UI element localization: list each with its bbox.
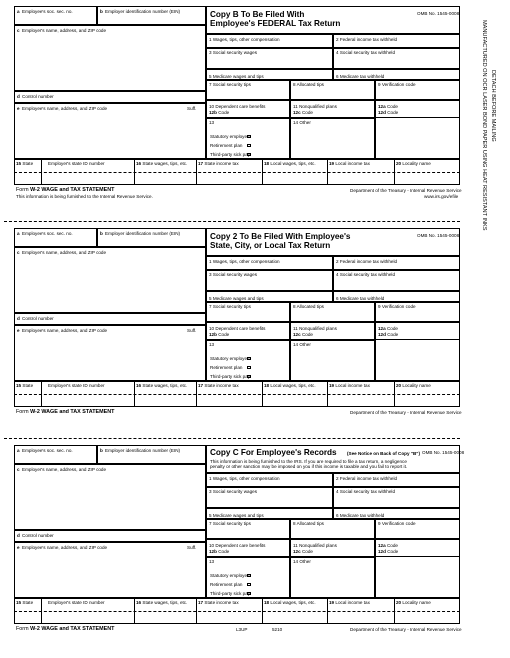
label-state: State	[22, 600, 34, 605]
label-fedtax: Federal income tax withheld	[339, 476, 398, 481]
label-wages: Wages, tips, other compensation	[212, 259, 280, 264]
label-d: d	[17, 94, 20, 99]
label-localtax: Local income tax	[335, 383, 370, 388]
label-medwages: Medicare wages and tips	[212, 513, 264, 518]
box-7-sstips[interactable]	[206, 519, 290, 539]
label-5: 5	[209, 74, 212, 79]
box-5-medwages[interactable]	[206, 291, 333, 302]
label-11: 11	[293, 326, 298, 331]
label-localwages: Local wages, tips, etc.	[270, 161, 316, 166]
box-10-depcare[interactable]	[206, 100, 290, 118]
state-row-dashed-line	[14, 611, 460, 612]
ein-box[interactable]	[97, 445, 206, 464]
label-10: 10	[209, 326, 215, 331]
label-control: Control number	[22, 94, 54, 99]
employer-box[interactable]	[14, 25, 206, 91]
label-control: Control number	[22, 316, 54, 321]
box-13	[206, 118, 290, 159]
label-code: Code	[386, 326, 398, 331]
label-code: Code	[387, 110, 399, 115]
box-8-alloc[interactable]	[290, 302, 375, 322]
label-statutory: Statutory employee	[210, 356, 250, 361]
label-suff: Suff.	[187, 545, 197, 550]
label-20: 20	[396, 161, 402, 166]
label-stateid: Employer's state ID number	[48, 161, 105, 166]
label-12d: 12d	[378, 549, 386, 554]
label-fedtax: Federal income tax withheld	[339, 37, 398, 42]
control-box[interactable]	[14, 530, 206, 542]
label-20: 20	[396, 383, 402, 388]
label-3: 3	[209, 272, 212, 277]
copy-title-note: (See Notice on Back of Copy "B")	[347, 451, 421, 456]
label-3: 3	[209, 50, 212, 55]
label-medtax: Medicare tax withheld	[339, 513, 385, 518]
label-a: a	[17, 231, 20, 236]
label-7: 7	[209, 521, 212, 526]
box-7-sstips[interactable]	[206, 80, 290, 100]
label-code: Code	[387, 332, 399, 337]
label-employee: Employee's name, address, and ZIP code	[22, 106, 108, 111]
label-sstax: Social security tax withheld	[339, 50, 395, 55]
label-8: 8	[293, 82, 296, 87]
label-12c: 12c	[293, 110, 301, 115]
box-2-fedtax[interactable]	[333, 34, 460, 48]
label-medwages: Medicare wages and tips	[212, 74, 264, 79]
label-verif: Verification code	[381, 82, 416, 87]
label-18: 18	[264, 600, 270, 605]
footer-dept: Department of the Treasury - Internal Revenue Service	[350, 188, 462, 193]
label-code: Code	[218, 332, 230, 337]
label-12a: 12a	[378, 326, 386, 331]
form-name: W-2 WAGE and TAX STATEMENT	[30, 187, 115, 193]
box-4-sstax[interactable]	[333, 270, 460, 291]
copy-title-2: State, City, or Local Tax Return	[210, 241, 331, 250]
label-12b: 12b	[209, 549, 217, 554]
label-other: Other	[299, 559, 311, 564]
label-14: 14	[293, 559, 299, 564]
label-nonqual: Nonqualified plans	[299, 543, 337, 548]
copy-title-1: Copy C For Employee's Records	[210, 448, 337, 457]
copy-title-1: Copy B To Be Filed With	[210, 10, 305, 19]
label-code: Code	[218, 110, 230, 115]
box-10-depcare[interactable]	[206, 539, 290, 557]
employer-box[interactable]	[14, 464, 206, 530]
label-employer: Employer's name, address, and ZIP code	[22, 467, 107, 472]
side-text-detach: DETACH BEFORE MAILING	[490, 70, 496, 142]
label-6: 6	[336, 296, 339, 301]
label-2: 2	[336, 37, 339, 42]
box-4-sstax[interactable]	[333, 48, 460, 69]
control-box[interactable]	[14, 91, 206, 103]
label-12c: 12c	[293, 332, 301, 337]
box-11-nonqual[interactable]	[290, 322, 375, 340]
label-19: 19	[329, 161, 335, 166]
label-6: 6	[336, 513, 339, 518]
label-e: e	[17, 106, 20, 111]
statutory-checkbox[interactable]	[247, 357, 251, 360]
employee-box[interactable]	[14, 325, 206, 381]
label-alloc: Allocated tips	[296, 82, 324, 87]
label-b: b	[100, 231, 103, 236]
box-12-extra	[375, 340, 460, 381]
label-code: Code	[386, 104, 398, 109]
label-depcare: Dependent care benefits	[215, 326, 266, 331]
copy-note-line-2: penalty or other sanction may be imposed on you if this income is taxable and you fail to report it.	[210, 464, 408, 469]
label-state: State	[22, 161, 34, 166]
box-9-verif[interactable]	[375, 302, 460, 322]
label-medtax: Medicare tax withheld	[339, 74, 385, 79]
footer-url: www.irs.gov/efile	[424, 194, 459, 199]
statutory-checkbox[interactable]	[247, 574, 251, 577]
label-sswages: Social security wages	[212, 272, 258, 277]
box-3-sswages[interactable]	[206, 270, 333, 291]
label-13: 13	[209, 559, 215, 564]
box-1-wages[interactable]	[206, 34, 333, 48]
form-name: W-2 WAGE and TAX STATEMENT	[30, 409, 115, 415]
label-code: Code	[387, 549, 399, 554]
omb-number: OMB No. 1545-0008	[417, 11, 460, 16]
label-sstips: Social security tips	[212, 521, 251, 526]
label-15: 15	[16, 383, 22, 388]
box-2-fedtax[interactable]	[333, 256, 460, 270]
label-19: 19	[329, 600, 335, 605]
sickpay-checkbox[interactable]	[247, 153, 251, 156]
title-box	[206, 6, 460, 34]
label-sickpay: Third-party sick pay	[210, 374, 251, 379]
label-wages: Wages, tips, other compensation	[212, 37, 280, 42]
box-5-medwages[interactable]	[206, 508, 333, 519]
form-word: Form	[16, 187, 29, 193]
label-9: 9	[378, 521, 381, 526]
label-12c: 12c	[293, 549, 301, 554]
label-sstips: Social security tips	[212, 82, 251, 87]
box-12-extra	[375, 118, 460, 159]
perforation-line-2	[4, 438, 460, 439]
label-employee: Employee's name, address, and ZIP code	[22, 545, 108, 550]
label-e: e	[17, 545, 20, 550]
label-a: a	[17, 448, 20, 453]
box-14-other[interactable]	[290, 557, 375, 598]
box-6-medtax[interactable]	[333, 508, 460, 519]
label-3: 3	[209, 489, 212, 494]
box-11-nonqual[interactable]	[290, 539, 375, 557]
label-sstax: Social security tax withheld	[339, 272, 395, 277]
label-wages: Wages, tips, other compensation	[212, 476, 280, 481]
label-medtax: Medicare tax withheld	[339, 296, 385, 301]
label-b: b	[100, 448, 103, 453]
box-7-sstips[interactable]	[206, 302, 290, 322]
label-sickpay: Third-party sick pay	[210, 591, 251, 596]
label-2: 2	[336, 476, 339, 481]
label-d: d	[17, 533, 20, 538]
footer-dept: Department of the Treasury - Internal Revenue Service	[350, 627, 462, 632]
label-statewages: State wages, tips, etc.	[142, 383, 188, 388]
box-8-alloc[interactable]	[290, 519, 375, 539]
box-12a[interactable]	[375, 100, 460, 118]
label-19: 19	[329, 383, 335, 388]
box-1-wages[interactable]	[206, 473, 333, 487]
employer-box[interactable]	[14, 247, 206, 313]
label-12b: 12b	[209, 110, 217, 115]
label-17: 17	[198, 161, 204, 166]
label-2: 2	[336, 259, 339, 264]
box-3-sswages[interactable]	[206, 48, 333, 69]
ssn-box[interactable]	[14, 445, 97, 464]
label-retirement: Retirement plan	[210, 143, 243, 148]
label-17: 17	[198, 383, 204, 388]
label-code: Code	[218, 549, 230, 554]
label-12a: 12a	[378, 543, 386, 548]
label-4: 4	[336, 272, 339, 277]
label-15: 15	[16, 161, 22, 166]
label-1: 1	[209, 37, 212, 42]
state-row-dashed-line	[14, 172, 460, 173]
label-ssn: Employee's soc. sec. no.	[22, 448, 73, 453]
label-state: State	[22, 383, 34, 388]
label-11: 11	[293, 543, 298, 548]
label-15: 15	[16, 600, 22, 605]
label-code: Code	[386, 543, 398, 548]
box-9-verif[interactable]	[375, 80, 460, 100]
label-4: 4	[336, 50, 339, 55]
omb-number: OMB No. 1545-0008	[417, 233, 460, 238]
label-statutory: Statutory employee	[210, 134, 250, 139]
copy-title-1: Copy 2 To Be Filed With Employee's	[210, 232, 351, 241]
box-4-sstax[interactable]	[333, 487, 460, 508]
label-16: 16	[136, 161, 142, 166]
label-d: d	[17, 316, 20, 321]
label-sswages: Social security wages	[212, 50, 258, 55]
label-code: Code	[301, 549, 313, 554]
label-18: 18	[264, 383, 270, 388]
label-employer: Employer's name, address, and ZIP code	[22, 28, 107, 33]
label-16: 16	[136, 383, 142, 388]
label-18: 18	[264, 161, 270, 166]
label-c: c	[17, 28, 20, 33]
label-7: 7	[209, 82, 212, 87]
box-9-verif[interactable]	[375, 519, 460, 539]
label-suff: Suff.	[187, 106, 197, 111]
label-4: 4	[336, 489, 339, 494]
ssn-box[interactable]	[14, 228, 97, 247]
label-sickpay: Third-party sick pay	[210, 152, 251, 157]
label-6: 6	[336, 74, 339, 79]
label-12d: 12d	[378, 110, 386, 115]
label-statewages: State wages, tips, etc.	[142, 600, 188, 605]
label-code: Code	[301, 110, 313, 115]
label-c: c	[17, 467, 20, 472]
label-other: Other	[299, 342, 311, 347]
omb-number: OMB No. 1545-0008	[422, 450, 465, 455]
label-depcare: Dependent care benefits	[215, 543, 266, 548]
label-5: 5	[209, 296, 212, 301]
box-2-fedtax[interactable]	[333, 473, 460, 487]
ein-box[interactable]	[97, 6, 206, 25]
footer-mid-code: L3UP	[236, 627, 248, 632]
box-14-other[interactable]	[290, 118, 375, 159]
label-12d: 12d	[378, 332, 386, 337]
label-code: Code	[301, 332, 313, 337]
label-retirement: Retirement plan	[210, 582, 243, 587]
footer-dept: Department of the Treasury - Internal Revenue Service	[350, 410, 462, 415]
label-16: 16	[136, 600, 142, 605]
label-b: b	[100, 9, 103, 14]
form-word: Form	[16, 626, 29, 632]
label-8: 8	[293, 521, 296, 526]
label-5: 5	[209, 513, 212, 518]
box-10-depcare[interactable]	[206, 322, 290, 340]
label-11: 11	[293, 104, 298, 109]
form-name: W-2 WAGE and TAX STATEMENT	[30, 626, 115, 632]
box-13	[206, 340, 290, 381]
box-12-extra	[375, 557, 460, 598]
label-statetax: State income tax	[204, 600, 239, 605]
label-depcare: Dependent care benefits	[215, 104, 266, 109]
box-5-medwages[interactable]	[206, 69, 333, 80]
retirement-checkbox[interactable]	[247, 366, 251, 369]
label-employer: Employer's name, address, and ZIP code	[22, 250, 107, 255]
retirement-checkbox[interactable]	[247, 583, 251, 586]
label-7: 7	[209, 304, 212, 309]
ssn-box[interactable]	[14, 6, 97, 25]
state-row-dashed-line	[14, 394, 460, 395]
label-suff: Suff.	[187, 328, 197, 333]
label-1: 1	[209, 259, 212, 264]
ein-box[interactable]	[97, 228, 206, 247]
label-a: a	[17, 9, 20, 14]
copy-title-2: Employee's FEDERAL Tax Return	[210, 19, 341, 28]
label-localwages: Local wages, tips, etc.	[270, 600, 316, 605]
box-1-wages[interactable]	[206, 256, 333, 270]
box-3-sswages[interactable]	[206, 487, 333, 508]
label-c: c	[17, 250, 20, 255]
title-box	[206, 445, 465, 473]
box-13	[206, 557, 290, 598]
employee-box[interactable]	[14, 103, 206, 159]
label-nonqual: Nonqualified plans	[299, 104, 337, 109]
box-14-other[interactable]	[290, 340, 375, 381]
sickpay-checkbox[interactable]	[247, 592, 251, 595]
perforation-line-1	[4, 221, 460, 222]
label-14: 14	[293, 342, 299, 347]
label-statetax: State income tax	[204, 161, 239, 166]
label-9: 9	[378, 304, 381, 309]
statutory-checkbox[interactable]	[247, 135, 251, 138]
label-medwages: Medicare wages and tips	[212, 296, 264, 301]
copy-note-line-1: This information is being furnished to the IRS. If you are required to file a tax return, a negligence	[210, 459, 407, 464]
label-statewages: State wages, tips, etc.	[142, 161, 188, 166]
label-8: 8	[293, 304, 296, 309]
box-8-alloc[interactable]	[290, 80, 375, 100]
label-localtax: Local income tax	[335, 600, 370, 605]
label-12b: 12b	[209, 332, 217, 337]
label-10: 10	[209, 543, 215, 548]
form-word: Form	[16, 409, 29, 415]
label-locality: Locality name	[402, 383, 431, 388]
sickpay-checkbox[interactable]	[247, 375, 251, 378]
label-verif: Verification code	[381, 521, 416, 526]
label-sswages: Social security wages	[212, 489, 258, 494]
label-12a: 12a	[378, 104, 386, 109]
label-sstax: Social security tax withheld	[339, 489, 395, 494]
label-ein: Employer identification number (EIN)	[105, 231, 181, 236]
label-e: e	[17, 328, 20, 333]
label-1: 1	[209, 476, 212, 481]
title-box	[206, 228, 460, 256]
label-statutory: Statutory employee	[210, 573, 250, 578]
side-text-manufactured: MANUFACTURED ON OCR LASER BOND PAPER USING HEAT RESISTANT INKS	[481, 20, 487, 231]
label-control: Control number	[22, 533, 54, 538]
label-localtax: Local income tax	[335, 161, 370, 166]
label-fedtax: Federal income tax withheld	[339, 259, 398, 264]
label-employee: Employee's name, address, and ZIP code	[22, 328, 108, 333]
label-locality: Locality name	[402, 161, 431, 166]
label-14: 14	[293, 120, 299, 125]
box-6-medtax[interactable]	[333, 69, 460, 80]
label-13: 13	[209, 120, 215, 125]
label-ssn: Employee's soc. sec. no.	[22, 231, 73, 236]
box-12a[interactable]	[375, 539, 460, 557]
label-20: 20	[396, 600, 402, 605]
retirement-checkbox[interactable]	[247, 144, 251, 147]
label-9: 9	[378, 82, 381, 87]
label-statetax: State income tax	[204, 383, 239, 388]
label-stateid: Employer's state ID number	[48, 600, 105, 605]
label-other: Other	[299, 120, 311, 125]
label-17: 17	[198, 600, 204, 605]
label-nonqual: Nonqualified plans	[299, 326, 337, 331]
box-11-nonqual[interactable]	[290, 100, 375, 118]
label-localwages: Local wages, tips, etc.	[270, 383, 316, 388]
label-ein: Employer identification number (EIN)	[105, 9, 181, 14]
label-alloc: Allocated tips	[296, 521, 324, 526]
box-12a[interactable]	[375, 322, 460, 340]
footer-note: This information is being furnished to the Internal Revenue Service.	[16, 194, 153, 199]
label-stateid: Employer's state ID number	[48, 383, 105, 388]
label-10: 10	[209, 104, 215, 109]
label-alloc: Allocated tips	[296, 304, 324, 309]
employee-box[interactable]	[14, 542, 206, 598]
label-sstips: Social security tips	[212, 304, 251, 309]
label-retirement: Retirement plan	[210, 365, 243, 370]
control-box[interactable]	[14, 313, 206, 325]
footer-form-code: 5210	[272, 627, 283, 632]
label-locality: Locality name	[402, 600, 431, 605]
box-6-medtax[interactable]	[333, 291, 460, 302]
label-ssn: Employee's soc. sec. no.	[22, 9, 73, 14]
label-ein: Employer identification number (EIN)	[105, 448, 181, 453]
label-13: 13	[209, 342, 215, 347]
label-verif: Verification code	[381, 304, 416, 309]
